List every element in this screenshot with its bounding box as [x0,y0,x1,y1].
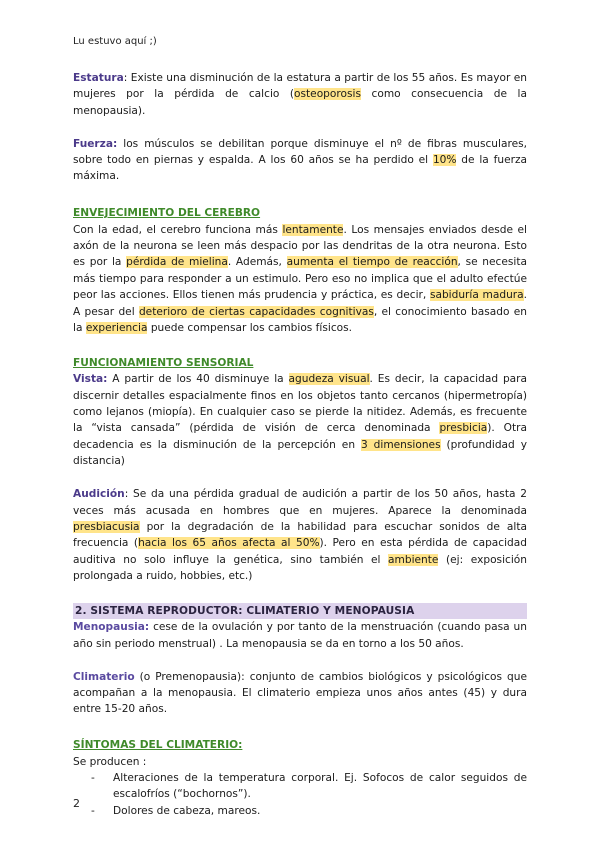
highlight: ambiente [388,553,439,566]
text: (o Premenopausia): conjunto de cambios biológicos y psicológicos que acompañan a la menopausia. El climaterio empieza unos años antes (45) y dura entre 15-20 años. [73,670,527,716]
highlight: presbicia [439,422,488,435]
text: . Es decir, la capacidad para discernir detalles espacialmente finos en los objetos tanto cercanos (hipermetropía) como lejanos (miopía). En cualquier caso se pierde la nitidez. Además, es frecuente la “vista cansada” (pérdida de visión de cerca denominada [73,373,528,435]
page-header: Lu estuvo aquí ;) [73,36,157,47]
cerebro-heading: ENVEJECIMIENTO DEL CEREBRO [73,207,261,220]
text: , el conocimiento basado en la [73,305,527,335]
text: Con la edad, el cerebro funciona más [73,223,283,236]
fuerza-term: Fuerza: [73,137,118,150]
highlight: 3 dimensiones [360,438,441,451]
estatura-term: Estatura [73,72,124,84]
text: (profundidad y distancia) [73,438,527,468]
page-number: 2 [73,797,80,810]
document-body [73,70,527,819]
highlight: aumenta el tiempo de reacción [286,256,458,269]
reproductor-heading: 2. SISTEMA REPRODUCTOR: CLIMATERIO Y MENOPAUSIA [73,603,527,619]
text: los músculos se debilitan porque disminuye el nº de fibras musculares, sobre todo en piernas y espalda. A los 60 años se ha perdido el [73,137,527,167]
text: . A pesar del [73,289,528,318]
sensorial-heading: FUNCIONAMIENTO SENSORIAL [73,356,254,369]
audicion-term: Audición [73,488,125,501]
climaterio-term: Climaterio [73,670,135,683]
sintomas-list [73,770,527,819]
text: por la degradación de la habilidad para escuchar sonidos de alta frecuencia ( [73,520,527,550]
highlight: agudeza visual [288,373,370,386]
highlight: experiencia [85,322,148,335]
vista-term: Vista: [73,373,108,386]
highlight: sabiduría madura [429,289,524,302]
text: de la fuerza máxima. [73,154,527,183]
text: , se necesita más tiempo para responder a un estimulo. Pero eso no implica que el adulto efectúe peor las acciones. Ellos tienen más prudencia y práctica, es decir, [73,256,527,302]
menopausia-term: Menopausia: [73,621,150,634]
sintomas-intro: Se producen : [73,755,147,768]
highlight: 10% [432,154,457,167]
list-item: - Alteraciones de la temperatura corporal. Ej. Sofocos de calor seguidos de escalofríos (“bochornos”). [73,770,527,803]
cerebro-paragraph [73,222,527,337]
text: . Los mensajes enviados desde el axón de la neurona se leen más despacio por las dendritas de la otra neurona. Esto es por la [73,223,527,269]
highlight: lentamente [282,223,344,236]
text: cese de la ovulación y por tanto de la menstruación (cuando pasa un año sin periodo menstrual) . La menopausia se da en torno a los 50 años. [73,621,527,650]
highlight: pérdida de mielina [126,256,228,269]
text: puede compensar los cambios físicos. [147,322,353,335]
vista-paragraph [73,371,527,469]
text: ). Pero en esta pérdida de capacidad auditiva no solo influye la genética, sino también el [73,537,527,566]
fuerza-paragraph [73,136,527,185]
text: A partir de los 40 disminuye la [107,373,289,386]
climaterio-paragraph [73,669,527,718]
highlight: deterioro de ciertas capacidades cognitivas [138,305,374,318]
menopausia-paragraph [73,619,527,652]
list-item: - Dolores de cabeza, mareos. [73,803,527,819]
text: (ej: exposición prolongada a ruido, hobbies, etc.) [73,553,527,583]
text: . Además, [227,256,287,269]
sintomas-heading: SÍNTOMAS DEL CLIMATERIO: [73,739,243,752]
estatura-paragraph [73,70,527,119]
highlight: osteoporosis [294,88,361,101]
text: como consecuencia de la menopausia). [73,88,527,117]
audicion-paragraph [73,486,527,584]
text: : Existe una disminución de la estatura a partir de los 55 años. Es mayor en mujeres por la pérdida de calcio ( [73,72,527,101]
text: : Se da una pérdida gradual de audición a partir de los 50 años, hasta 2 veces más acusada en hombres que en mujeres. Aparece la denominada [73,488,527,517]
highlight: presbiacusia [73,520,140,533]
highlight: hacia los 65 años afecta al 50% [138,537,320,550]
text: ). Otra decadencia es la disminución de la percepción en [73,422,527,451]
